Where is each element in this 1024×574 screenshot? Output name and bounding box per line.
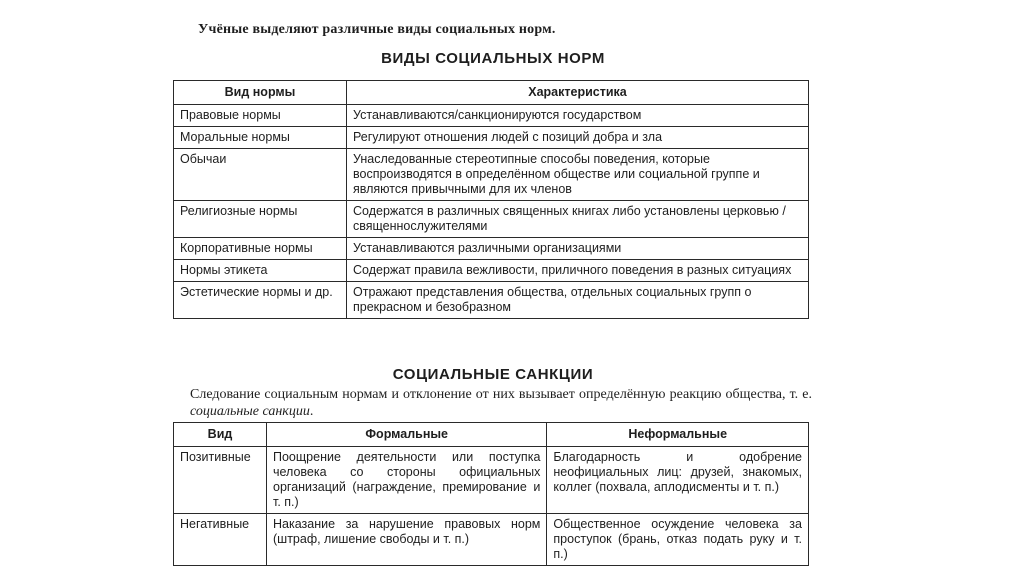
norm-characteristic: Регулируют отношения людей с позиций добра и зла: [347, 127, 809, 149]
sanctions-header-type: Вид: [174, 423, 267, 447]
norm-characteristic: Устанавливаются/санкционируются государством: [347, 105, 809, 127]
norm-type: Религиозные нормы: [174, 201, 347, 238]
intro-text: Учёные выделяют различные виды социальных норм.: [198, 22, 556, 37]
norms-title: ВИДЫ СОЦИАЛЬНЫХ НОРМ: [381, 50, 605, 67]
table-row: [174, 149, 809, 201]
table-row: [174, 105, 809, 127]
norms-table: [173, 80, 809, 319]
table-row: [174, 238, 809, 260]
sanction-formal: Наказание за нарушение правовых норм (штраф, лишение свободы и т. п.): [267, 514, 547, 566]
norm-type: Обычаи: [174, 149, 347, 201]
norm-characteristic: Отражают представления общества, отдельных социальных групп о прекрасном и безобразном: [347, 282, 809, 319]
table-row: [174, 282, 809, 319]
sanctions-paragraph: [190, 386, 812, 420]
norm-characteristic: Содержат правила вежливости, приличного поведения в разных ситуациях: [347, 260, 809, 282]
norm-characteristic: Содержатся в различных священных книгах либо установлены церковью / священнослужителями: [347, 201, 809, 238]
norms-header-characteristic: Характеристика: [347, 81, 809, 105]
norm-type: Правовые нормы: [174, 105, 347, 127]
norm-type: Моральные нормы: [174, 127, 347, 149]
sanction-informal: Общественное осуждение человека за проступок (брань, отказ подать руку и т. п.): [547, 514, 809, 566]
norm-type: Корпоративные нормы: [174, 238, 347, 260]
paragraph-end: .: [309, 404, 314, 419]
sanctions-header-row: [174, 423, 809, 447]
sanctions-table: [173, 422, 809, 566]
norms-header-type: Вид нормы: [174, 81, 347, 105]
paragraph-text: Следование социальным нормам и отклонение от них вызывает определённую реакцию общества, т. е.: [190, 387, 812, 402]
norms-header-row: [174, 81, 809, 105]
norm-characteristic: Устанавливаются различными организациями: [347, 238, 809, 260]
sanction-informal: Благодарность и одобрение неофициальных лиц: друзей, знакомых, коллег (похвала, аплодисменты и т. п.): [547, 447, 809, 514]
sanctions-header-informal: Неформальные: [547, 423, 809, 447]
sanction-type: Позитивные: [174, 447, 267, 514]
norm-type: Эстетические нормы и др.: [174, 282, 347, 319]
paragraph-term: социальные санкции: [190, 404, 310, 419]
table-row: [174, 447, 809, 514]
sanction-formal: Поощрение деятельности или поступка человека со стороны официальных организаций (награждение, премирование и т. п.): [267, 447, 547, 514]
table-row: [174, 260, 809, 282]
sanctions-header-formal: Формальные: [267, 423, 547, 447]
table-row: [174, 127, 809, 149]
table-row: [174, 514, 809, 566]
sanction-type: Негативные: [174, 514, 267, 566]
norm-characteristic: Унаследованные стереотипные способы поведения, которые воспроизводятся в определённом обществе или социальной группе и являются привычными для их членов: [347, 149, 809, 201]
sanctions-title: СОЦИАЛЬНЫЕ САНКЦИИ: [392, 366, 594, 383]
norm-type: Нормы этикета: [174, 260, 347, 282]
table-row: [174, 201, 809, 238]
